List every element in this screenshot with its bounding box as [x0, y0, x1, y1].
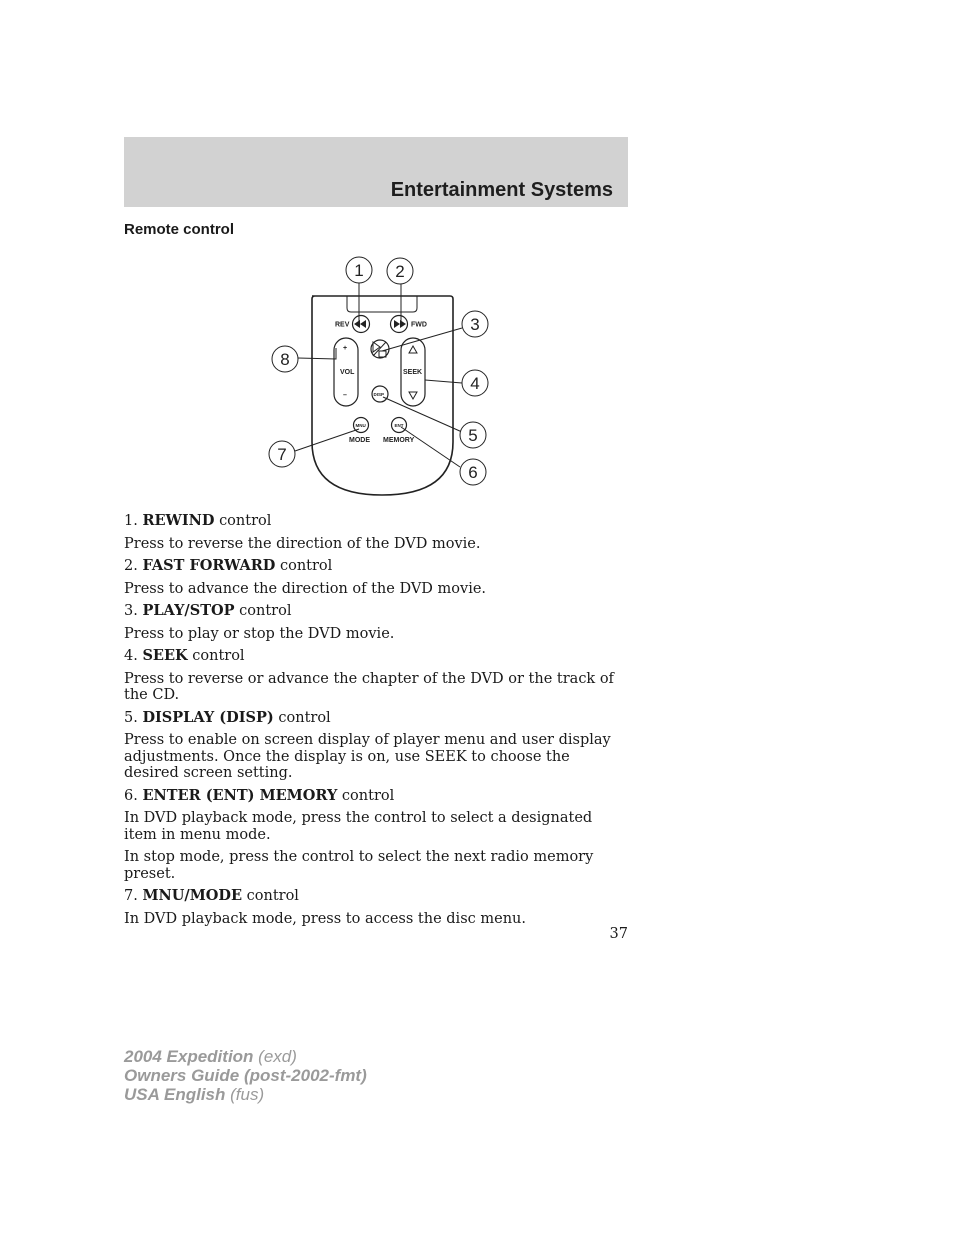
ent-label: ENT: [394, 423, 404, 428]
item-heading: 4. SEEK control: [124, 647, 245, 664]
item-description: Press to advance the direction of the DVD movie.: [124, 580, 487, 597]
callout-4: [462, 370, 488, 396]
callout-7: [269, 441, 295, 467]
item-heading: 7. MNU/MODE control: [124, 887, 299, 904]
item-description: Press to reverse the direction of the DVD movie.: [124, 535, 481, 552]
footer-line-1: 2004 Expedition (exd): [124, 1047, 297, 1066]
footer-line-2: Owners Guide (post-2002-fmt): [124, 1066, 367, 1085]
svg-text:3: 3: [470, 315, 480, 334]
svg-text:6: 6: [468, 463, 478, 482]
header-band: [124, 137, 628, 207]
callout-8: [272, 346, 298, 372]
footer: [124, 1047, 367, 1104]
svg-text:8: 8: [280, 350, 290, 369]
vol-plus-label: +: [343, 345, 348, 352]
svg-text:1: 1: [354, 261, 364, 280]
item-description: Press to reverse or advance the chapter of the DVD or the track of the CD.: [124, 670, 614, 703]
footer-line-3: USA English (fus): [124, 1085, 265, 1104]
svg-text:2: 2: [395, 262, 405, 281]
callout-6: [460, 459, 486, 485]
fwd-label: FWD: [411, 321, 427, 329]
remote-control-heading: Remote control: [124, 221, 235, 238]
page-number: 37: [609, 926, 628, 942]
svg-text:7: 7: [277, 445, 287, 464]
memory-label: MEMORY: [383, 437, 415, 444]
disp-label: DISP: [373, 392, 385, 397]
item-heading: 5. DISPLAY (DISP) control: [124, 708, 331, 726]
item-description: In DVD playback mode, press the control to select a designated item in menu mode.: [124, 810, 593, 843]
control-descriptions: [124, 513, 624, 933]
mnu-label: MNU: [355, 423, 366, 428]
mode-label: MODE: [349, 437, 370, 444]
rev-label: REV: [335, 321, 350, 329]
remote-control-diagram: [255, 252, 505, 500]
page-section-title: Entertainment Systems: [390, 179, 613, 201]
item-heading: 3. PLAY/STOP control: [124, 602, 292, 619]
item-heading: 6. ENTER (ENT) MEMORY control: [124, 786, 395, 804]
callout-3: [462, 311, 488, 337]
svg-text:4: 4: [470, 374, 480, 393]
callout-2: [387, 258, 413, 284]
vol-minus-label: –: [343, 392, 347, 399]
callout-1: [346, 257, 372, 283]
item-description: Press to enable on screen display of player menu and user display adjustments. Once the display is on, use SEEK to choose the desired screen setting.: [124, 732, 611, 781]
item-description: In stop mode, press the control to select the next radio memory preset.: [124, 849, 594, 882]
callout-5: [460, 422, 486, 448]
item-heading: 2. FAST FORWARD control: [124, 557, 333, 574]
vol-label: VOL: [340, 369, 355, 376]
item-description: Press to play or stop the DVD movie.: [124, 625, 395, 642]
svg-text:5: 5: [468, 426, 478, 445]
seek-label: SEEK: [403, 369, 423, 376]
item-heading: 1. REWIND control: [124, 512, 272, 529]
item-description: In DVD playback mode, press to access the disc menu.: [124, 910, 526, 927]
